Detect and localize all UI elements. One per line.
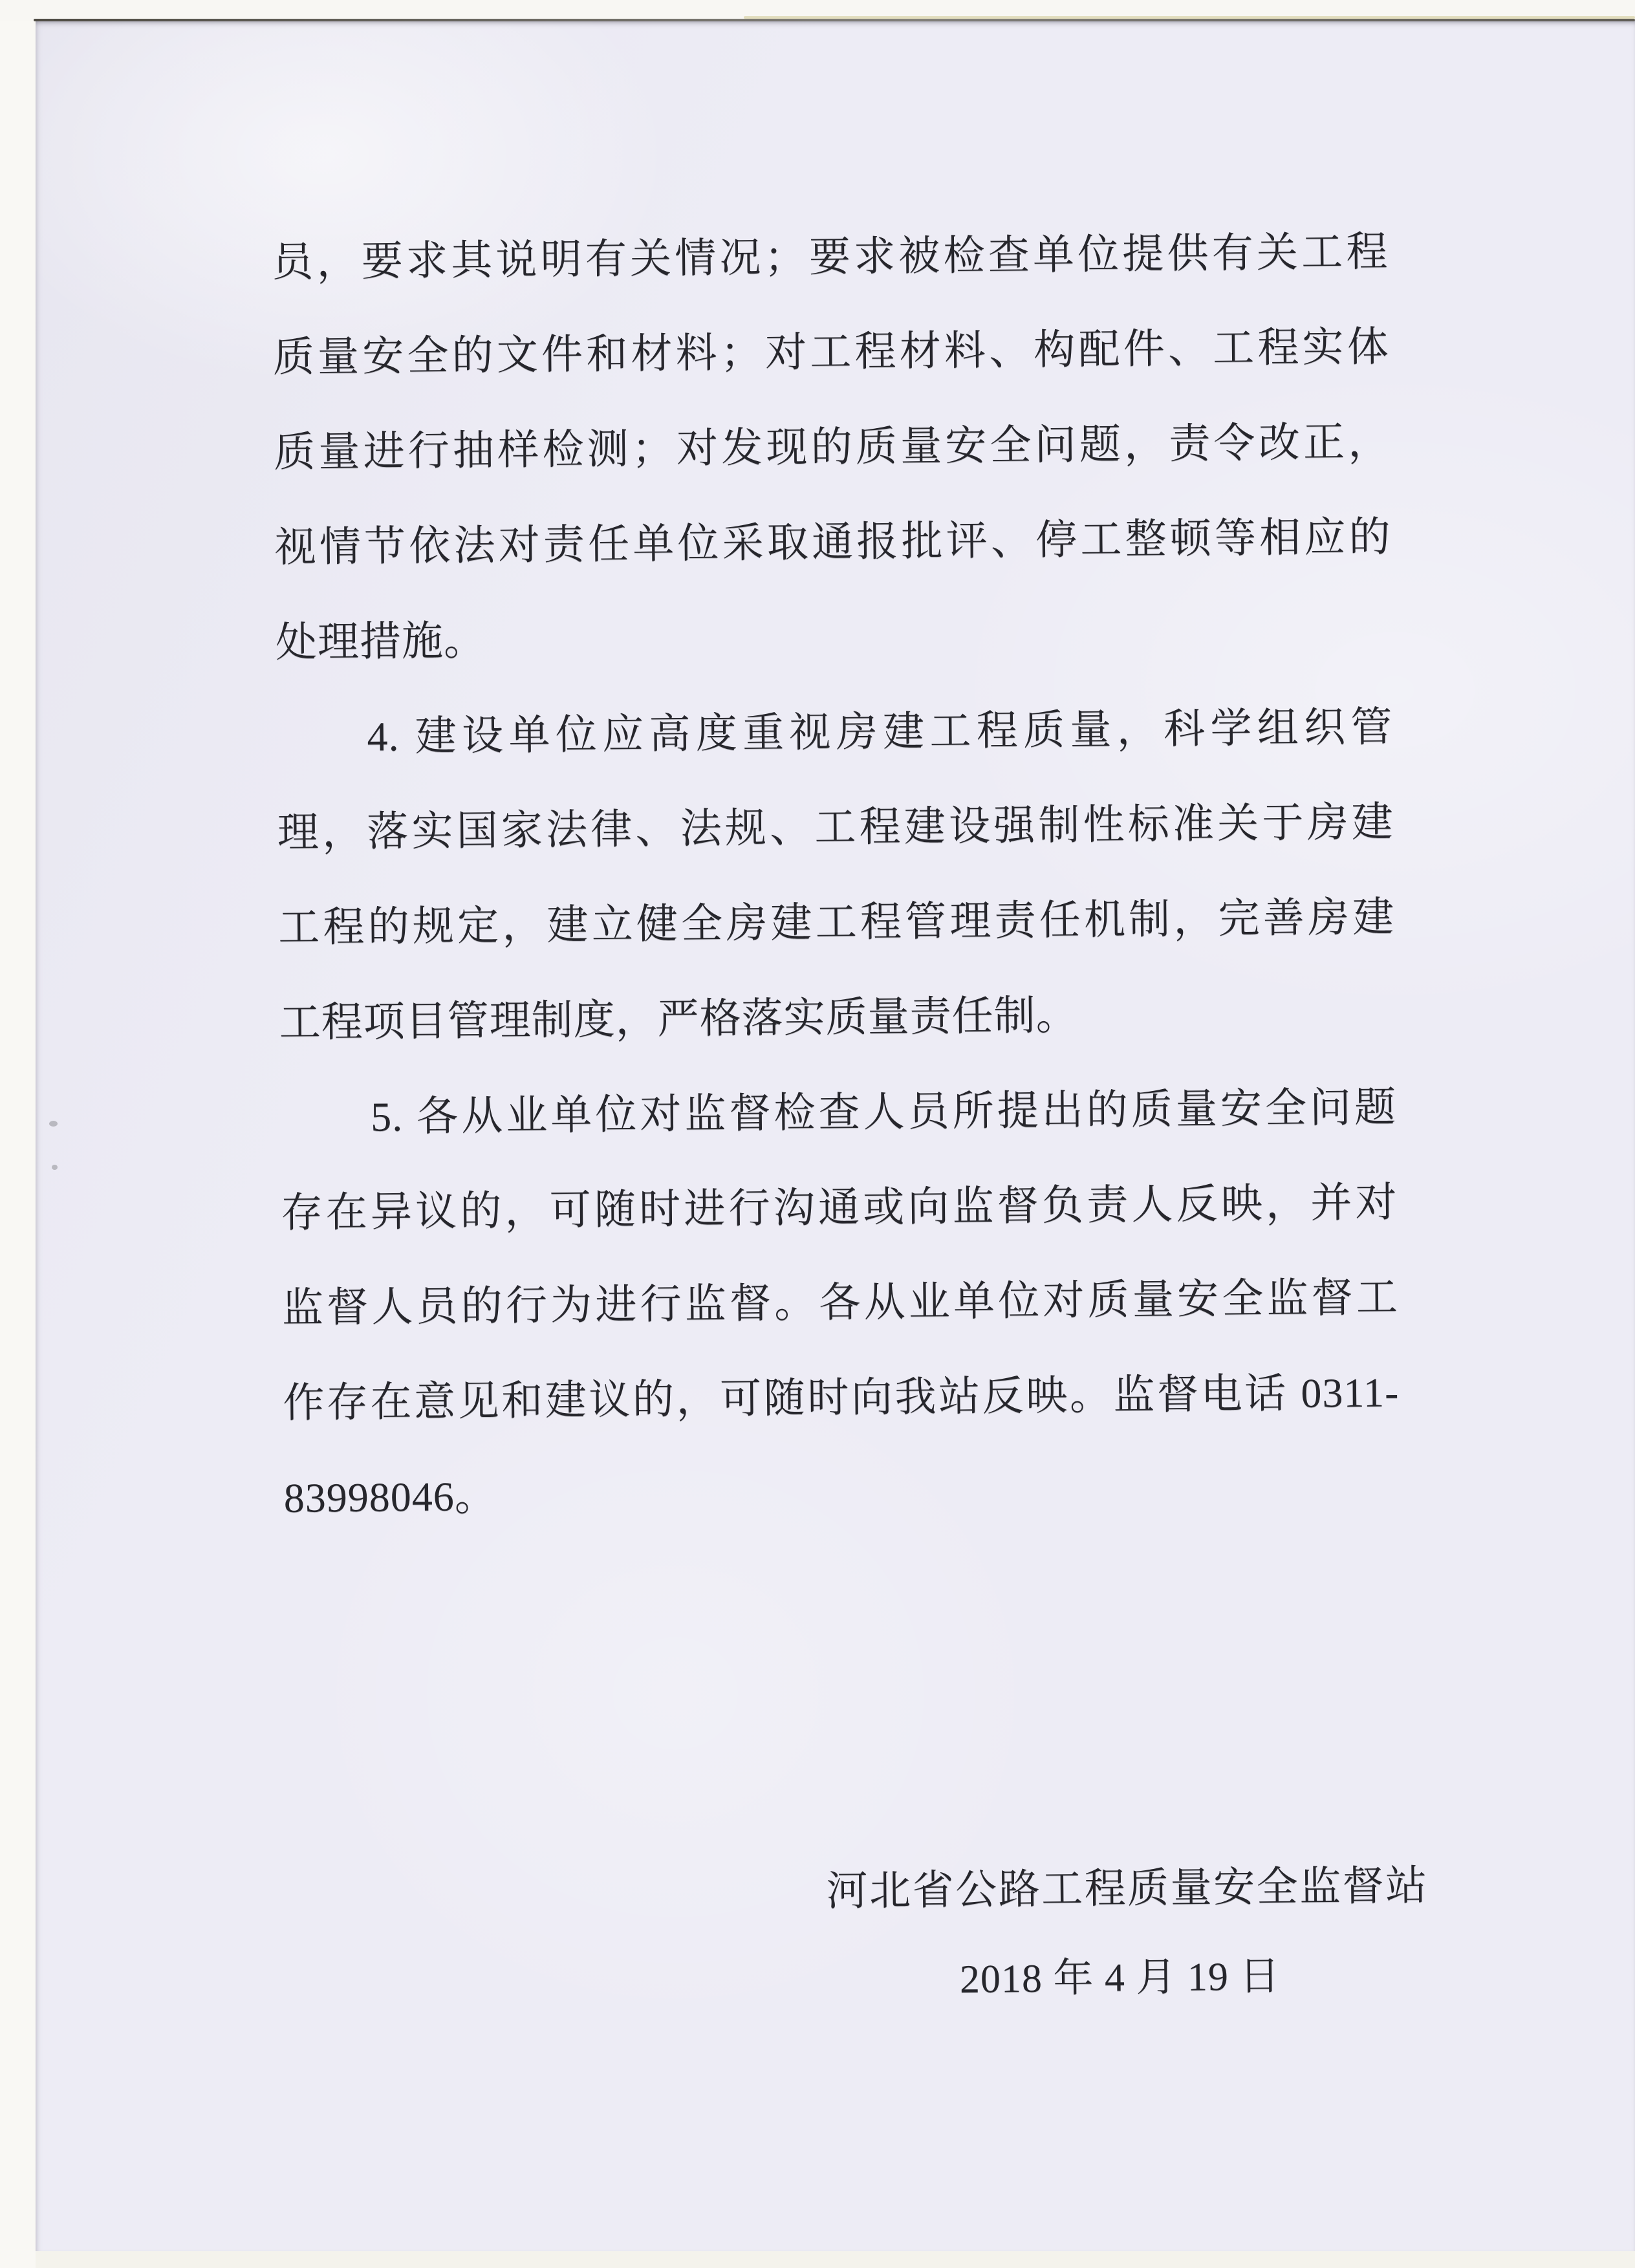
text-line: 处理措施。 <box>275 617 486 666</box>
document-body <box>272 204 1401 1545</box>
text-line: 监督人员的行为进行监督。各从业单位对质量安全监督工 <box>281 1274 1399 1331</box>
text-line: 作存在意见和建议的，可随时向我站反映。监督电话 0311- <box>283 1369 1400 1426</box>
text-line: 5. 各从业单位对监督检查人员所提出的质量安全问题 <box>370 1084 1397 1140</box>
signature-org: 河北省公路工程质量安全监督站 <box>826 1862 1429 1914</box>
text-line: 视情节依法对责任单位采取通报批评、停工整顿等相应的 <box>274 513 1391 571</box>
text-line: 工程项目管理制度，严格落实质量责任制。 <box>279 992 1079 1046</box>
text-line: 员，要求其说明有关情况；要求被检查单位提供有关工程 <box>272 228 1389 286</box>
text-line: 4. 建设单位应高度重视房建工程质量，科学组织管 <box>367 704 1393 760</box>
text-line: 质量进行抽样检测；对发现的质量安全问题，责令改正， <box>273 418 1391 476</box>
text-line: 理，落实国家法律、法规、工程建设强制性标准关于房建 <box>277 799 1394 856</box>
text-line: 83998046。 <box>283 1473 497 1521</box>
text-line: 工程的规定，建立健全房建工程管理责任机制，完善房建 <box>277 894 1395 951</box>
signature-date: 2018 年 4 月 19 日 <box>959 1954 1281 2002</box>
text-line: 存在异议的，可随时进行沟通或向监督负责人反映，并对 <box>281 1179 1398 1236</box>
text-line: 质量安全的文件和材料；对工程材料、构配件、工程实体 <box>272 323 1390 381</box>
